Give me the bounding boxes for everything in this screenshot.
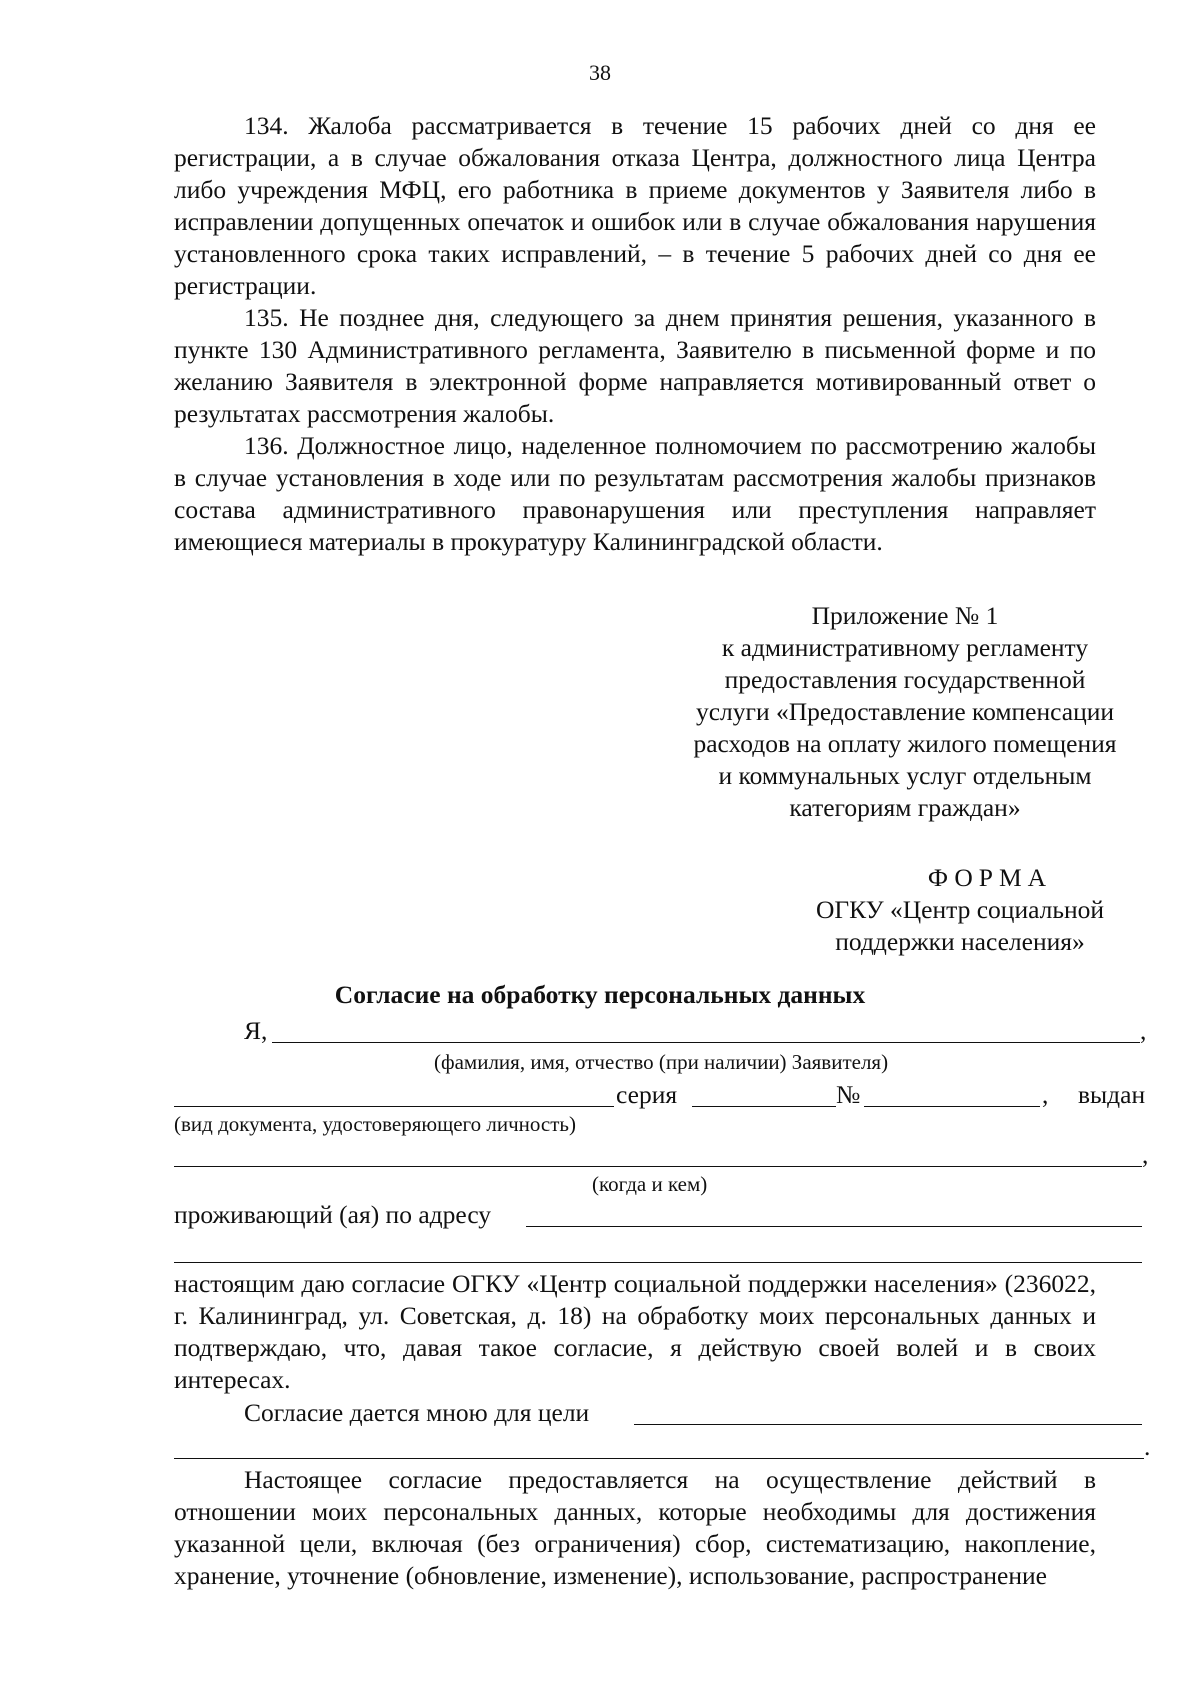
- paragraph-136: 136. Должностное лицо, наделенное полномочием по рассмотрению жалобы в случае установления в ходе или по результатам рассмотрения жалобы признаков состава административного правонарушения или преступления направляет имеющиеся материалы в прокуратуру Калининградской области.: [174, 431, 1096, 556]
- address-field[interactable]: [526, 1226, 1142, 1227]
- appendix-line: Приложение № 1: [811, 601, 999, 630]
- number-field[interactable]: [864, 1106, 1040, 1107]
- document-caption: (вид документа, удостоверяющего личность): [174, 1112, 577, 1136]
- consent-text: настоящим даю согласие ОГКУ «Центр социальной поддержки населения» (236022, г. Калининград, ул. Советская, д. 18) на обработку моих персональных данных и подтверждаю, что, давая такое согласие, я действую своей волей и в своих интересах.: [174, 1269, 1096, 1394]
- comma: ,: [1142, 1140, 1149, 1169]
- form-title: Согласие на обработку персональных данных: [334, 980, 866, 1009]
- period: .: [1144, 1432, 1151, 1461]
- address-label: проживающий (ая) по адресу: [174, 1200, 492, 1229]
- appendix-line: услуги «Предоставление компенсации: [695, 697, 1115, 726]
- address-field-line2[interactable]: [174, 1262, 1142, 1263]
- appendix-line: и коммунальных услуг отдельным: [718, 761, 1092, 790]
- paragraph-134: 134. Жалоба рассматривается в течение 15 рабочих дней со дня ее регистрации, а в случае обжалования отказа Центра, должностного лица Центра либо учреждения МФЦ, его работника в приеме документов у Заявителя либо в исправлении допущенных опечаток и ошибок или в случае обжалования нарушения установленного срока таких исправлений, – в течение 5 рабочих дней со дня ее регистрации.: [174, 111, 1096, 300]
- series-field[interactable]: [692, 1106, 836, 1107]
- fio-field[interactable]: [272, 1042, 1140, 1043]
- page-number: 38: [589, 60, 611, 85]
- final-text: Настоящее согласие предоставляется на осуществление действий в отношении моих персональных данных, которые необходимы для достижения указанной цели, включая (без ограничения) сбор, систематизацию, накопление, хранение, уточнение (обновление, изменение), использование, распространение: [174, 1465, 1096, 1590]
- purpose-label: Согласие дается мною для цели: [244, 1398, 590, 1427]
- comma: ,: [1042, 1080, 1049, 1109]
- document-type-field[interactable]: [174, 1106, 614, 1107]
- number-label: №: [836, 1080, 861, 1109]
- final-block: [174, 1464, 1096, 1592]
- forma-label: ФОРМА: [927, 863, 1053, 892]
- fio-caption: (фамилия, имя, отчество (при наличии) Заявителя): [434, 1050, 889, 1074]
- comma: ,: [1140, 1016, 1147, 1045]
- appendix-line: категориям граждан»: [789, 793, 1021, 822]
- paragraph-134-block: [174, 110, 1096, 558]
- paragraph-135: 135. Не позднее дня, следующего за днем принятия решения, указанного в пункте 130 Административного регламента, Заявителю в письменной форме и по желанию Заявителя в электронной форме направляется мотивированный ответ о результатах рассмотрения жалобы.: [174, 303, 1096, 428]
- purpose-field[interactable]: [634, 1424, 1142, 1425]
- consent-block: [174, 1268, 1096, 1396]
- when-caption: (когда и кем): [592, 1172, 708, 1196]
- forma-org-line2: поддержки населения»: [835, 927, 1085, 956]
- appendix-line: расходов на оплату жилого помещения: [693, 729, 1117, 758]
- appendix-header: [690, 600, 1120, 824]
- issued-when-by-field[interactable]: [174, 1166, 1142, 1167]
- issued-label: выдан: [1078, 1080, 1146, 1109]
- appendix-line: предоставления государственной: [724, 665, 1086, 694]
- purpose-field-line2[interactable]: [174, 1458, 1144, 1459]
- ya-label: Я,: [244, 1016, 268, 1045]
- series-label: серия: [616, 1080, 678, 1109]
- forma-org-line1: ОГКУ «Центр социальной: [815, 895, 1105, 924]
- forma-header: [800, 862, 1120, 958]
- appendix-line: к административному регламенту: [721, 633, 1089, 662]
